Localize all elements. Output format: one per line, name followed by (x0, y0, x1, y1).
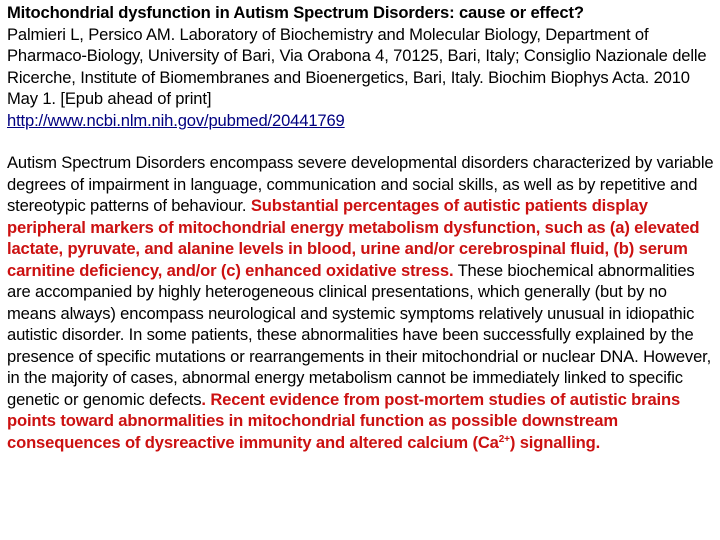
abstract-paragraph (7, 152, 717, 453)
highlight-signalling: ) signalling. (509, 432, 601, 452)
journal-reference: Biochim Biophys Acta. 2010 May 1. [Epub ahead of print] (7, 67, 690, 108)
abstract-text-2: These biochemical abnormalities are accompanied by highly heterogeneous clinical presentations, which generally (but by no means always) encompass neurological and systemic symptoms relatively unusual in idiopathic autistic disorder. In some patients, these abnormalities have been successfully explained by the presence of specific mutations or rearrangements in their mitochondrial or nuclear DNA. However, in the majority of cases, abnormal energy metabolism cannot be immediately linked to specific genetic or genomic defects (7, 260, 712, 409)
calcium-superscript: 2+ (498, 433, 510, 445)
article-title: Mitochondrial dysfunction in Autism Spectrum Disorders: cause or effect? (7, 3, 584, 22)
citation-block (7, 2, 717, 131)
highlight-recent-evidence: . Recent evidence from post-mortem studies of autistic brains points toward abnormalities in mitochondrial function as possible downstream consequences of dysreactive immunity and altered calcium (Ca (7, 389, 681, 452)
highlight-peripheral-markers: Substantial percentages of autistic patients display peripheral markers of mitochondrial energy metabolism dysfunction, such as (a) elevated lactate, pyruvate, and alanine levels in blood, urine and/or cerebrospinal fluid, (b) serum carnitine deficiency, and/or (c) enhanced oxidative stress. (7, 196, 700, 280)
pubmed-link[interactable]: http://www.ncbi.nlm.nih.gov/pubmed/20441769 (7, 110, 345, 130)
document-page (7, 2, 717, 453)
authors-affiliation: Palmieri L, Persico AM. Laboratory of Biochemistry and Molecular Biology, Department of Pharmaco-Biology, University of Bari, Via Orabona 4, 70125, Bari, Italy; Consiglio Nazionale delle Ricerche, Institute of Biomembranes and Bioenergetics, Bari, Italy. (7, 24, 707, 87)
abstract-text-1: Autism Spectrum Disorders encompass severe developmental disorders characterized by variable degrees of impairment in language, communication and social skills, as well as by repetitive and stereotypic patterns of behaviour. (7, 153, 714, 215)
